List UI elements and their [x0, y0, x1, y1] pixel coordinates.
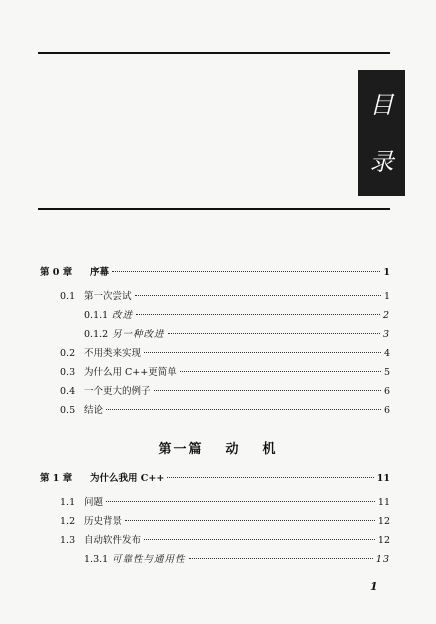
entry-page: 11	[376, 473, 390, 484]
entry-number: 0.1.2	[84, 329, 109, 340]
part-word-1: 动	[225, 442, 241, 457]
dot-leader	[112, 271, 380, 272]
dot-leader	[144, 352, 381, 353]
entry-number: 第 0 章	[40, 267, 73, 278]
toc-entry-0-2[interactable]	[60, 347, 390, 361]
dot-leader	[106, 501, 375, 502]
part-label: 第一篇	[158, 442, 204, 457]
entry-page: 13	[375, 554, 390, 565]
entry-page: 12	[377, 516, 390, 527]
entry-number: 0.1.1	[84, 310, 109, 321]
entry-page: 11	[377, 497, 390, 508]
entry-title: 一个更大的例子	[84, 386, 151, 397]
entry-page: 1	[383, 267, 390, 278]
title-char-2: 录	[369, 147, 394, 176]
entry-number: 0.2	[60, 348, 76, 359]
entry-page: 4	[383, 348, 390, 359]
toc-entry-0-1-2[interactable]	[84, 328, 390, 342]
entry-title: 结论	[84, 405, 104, 416]
title-char-1: 目	[369, 90, 394, 119]
dot-leader	[125, 520, 375, 521]
toc-title-block	[358, 70, 405, 196]
entry-number: 1.1	[60, 497, 76, 508]
entry-title: 序幕	[90, 267, 110, 278]
entry-page: 5	[383, 367, 390, 378]
toc-entry-0-4[interactable]	[60, 385, 390, 399]
dot-leader	[167, 477, 373, 478]
dot-leader	[154, 390, 381, 391]
entry-number: 1.3.1	[84, 554, 109, 565]
entry-title: 历史背景	[84, 516, 123, 527]
toc-entry-chapter-1[interactable]	[40, 472, 390, 486]
part-heading	[0, 438, 436, 457]
toc-entry-0-3[interactable]	[60, 366, 390, 380]
entry-page: 3	[382, 329, 390, 340]
entry-title: 可靠性与通用性	[112, 554, 186, 565]
entry-title: 另一种改进	[112, 329, 165, 340]
entry-title: 问题	[84, 497, 104, 508]
toc-entry-0-5[interactable]	[60, 404, 390, 418]
dot-leader	[144, 539, 375, 540]
dot-leader	[106, 409, 381, 410]
entry-page: 6	[383, 405, 390, 416]
entry-number: 0.5	[60, 405, 76, 416]
entry-page: 12	[377, 535, 390, 546]
entry-title: 自动软件发布	[84, 535, 142, 546]
entry-page: 2	[382, 310, 390, 321]
toc-entry-1-1[interactable]	[60, 496, 390, 510]
toc-entry-chapter-0[interactable]	[40, 266, 390, 280]
bottom-rule	[38, 208, 390, 210]
entry-title: 改进	[112, 310, 134, 321]
toc-entry-1-3-1[interactable]	[84, 553, 390, 567]
dot-leader	[180, 371, 381, 372]
entry-number: 0.3	[60, 367, 76, 378]
entry-title: 不用类来实现	[84, 348, 142, 359]
entry-title: 为什么我用 C++	[90, 473, 165, 484]
dot-leader	[135, 295, 381, 296]
top-rule	[38, 52, 390, 54]
entry-page: 6	[383, 386, 390, 397]
entry-title: 第一次尝试	[84, 291, 132, 302]
page-number: 1	[370, 580, 378, 593]
dot-leader	[189, 558, 373, 559]
entry-number: 1.2	[60, 516, 76, 527]
entry-number: 第 1 章	[40, 473, 73, 484]
entry-number: 0.1	[60, 291, 76, 302]
toc-entry-1-3[interactable]	[60, 534, 390, 548]
entry-title: 为什么用 C++更简单	[84, 367, 177, 378]
toc-entry-1-2[interactable]	[60, 515, 390, 529]
entry-number: 1.3	[60, 535, 76, 546]
dot-leader	[136, 314, 380, 315]
entry-number: 0.4	[60, 386, 76, 397]
toc-entry-0-1[interactable]	[60, 290, 390, 304]
dot-leader	[168, 333, 380, 334]
toc-entry-0-1-1[interactable]	[84, 309, 390, 323]
part-word-2: 机	[262, 442, 278, 457]
entry-page: 1	[383, 291, 390, 302]
